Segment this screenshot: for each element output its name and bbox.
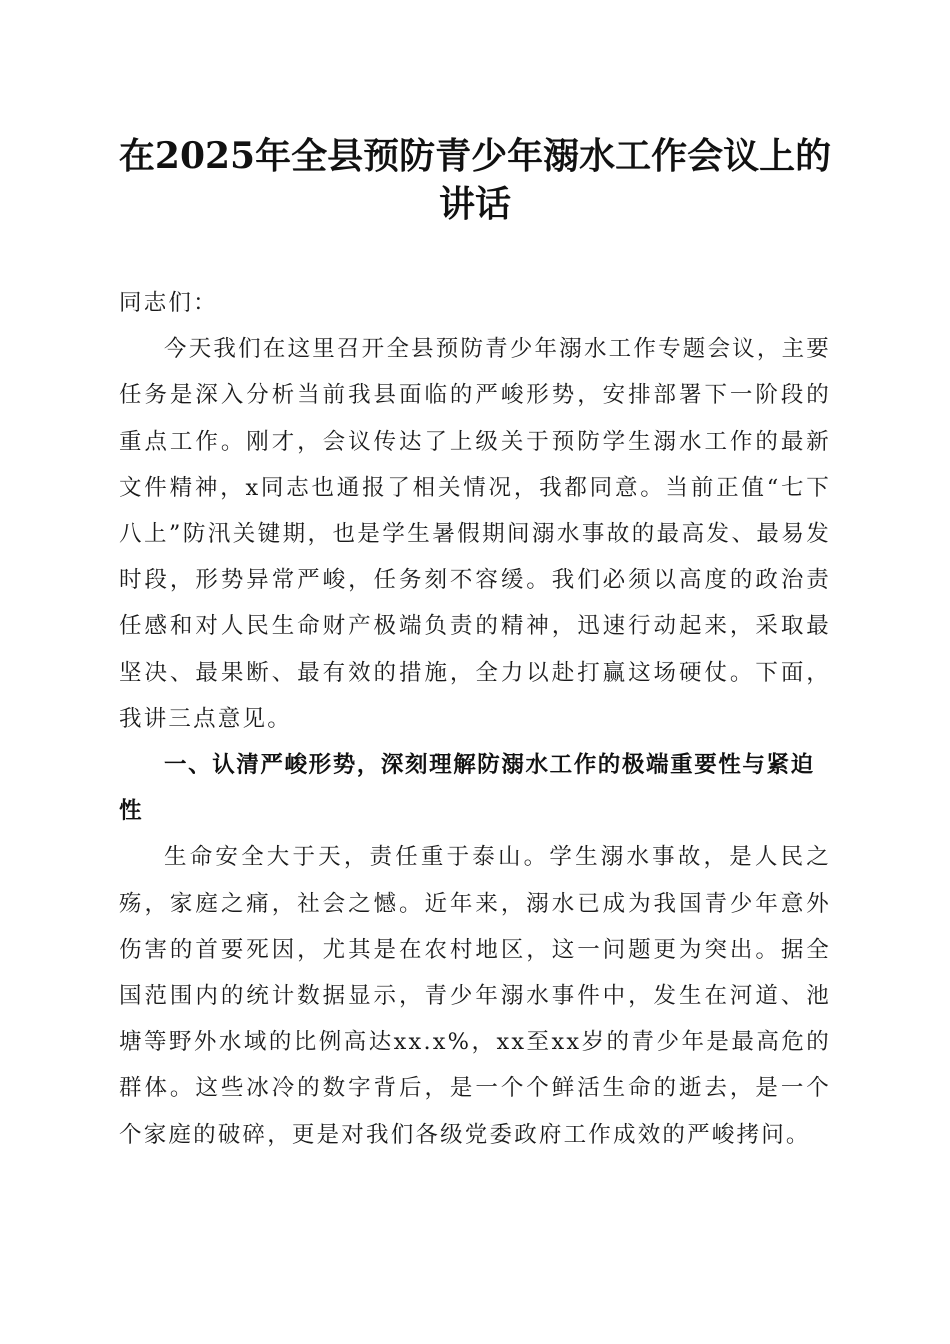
paragraph-opening: 今天我们在这里召开全县预防青少年溺水工作专题会议，主要任务是深入分析当前我县面临的严峻形势，安排部署下一阶段的重点工作。刚才，会议传达了上级关于预防学生溺水工作的最新文件精神，x同志也通报了相关情况，我都同意。当前正值“七下八上”防汛关键期，也是学生暑假期间溺水事故的最高发、最易发时段，形势异常严峻，任务刻不容缓。我们必须以高度的政治责任感和对人民生命财产极端负责的精神，迅速行动起来，采取最坚决、最果断、最有效的措施，全力以赴打赢这场硬仗。下面，我讲三点意见。	[119, 336, 831, 732]
title-line-1: 在2025年全县预防青少年溺水工作会议上的	[118, 135, 832, 177]
paragraph-section-1: 生命安全大于天，责任重于泰山。学生溺水事故，是人民之殇，家庭之痛，社会之憾。近年来，溺水已成为我国青少年意外伤害的首要死因，尤其是在农村地区，这一问题更为突出。据全国范围内的统计数据显示，青少年溺水事件中，发生在河道、池塘等野外水域的比例高达xx.x%，xx至xx岁的青少年是最高危的群体。这些冰冷的数字背后，是一个个鲜活生命的逝去，是一个个家庭的破碎，更是对我们各级党委政府工作成效的严峻拷问。	[119, 844, 831, 1148]
document-body	[119, 280, 831, 1158]
section-heading-1: 一、认清严峻形势，深刻理解防溺水工作的极端重要性与紧迫性	[119, 752, 815, 825]
document-title	[100, 132, 850, 228]
title-line-2: 讲话	[438, 183, 511, 225]
salutation: 同志们：	[119, 290, 218, 316]
